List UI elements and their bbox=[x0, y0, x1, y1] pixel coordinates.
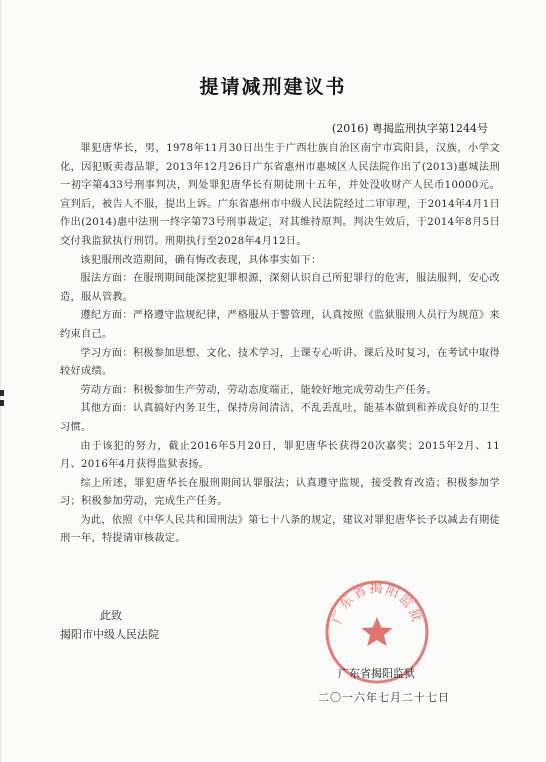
scan-mark bbox=[0, 390, 4, 396]
paragraph-labor: 劳动方面：积极参加生产劳动，劳动态度端正，能较好地完成劳动生产任务。 bbox=[80, 384, 437, 396]
paragraph-awards: 由于该犯的努力，截止2016年5月20日，罪犯唐华长获得20次嘉奖；2015年2月、11月、2016年4月获得监狱表扬。 bbox=[60, 440, 500, 471]
paragraph-summary: 综上所述，罪犯唐华长在服刑期间认罪服法；认真遵守监规，接受教育改造；积极参加学习；积极参加劳动，完成生产任务。 bbox=[60, 477, 500, 508]
document-body bbox=[60, 140, 500, 549]
scan-mark bbox=[0, 400, 4, 406]
paragraph-study: 学习方面：积极参加思想、文化、技术学习，上课专心听讲、课后及时复习，在考试中取得较好成绩。 bbox=[60, 347, 500, 378]
paragraph-discipline: 遵纪方面：严格遵守监规纪律，严格服从于警管理，认真按照《监狱服刑人员行为规范》来约束自己。 bbox=[60, 310, 500, 340]
paragraph-recommendation: 为此，依照《中华人民共和国刑法》第七十八条的规定，建议对罪犯唐华长予以减去有期徒刑一年，特提请审核裁定。 bbox=[60, 514, 500, 545]
issue-date: 二〇一六年七月二十七日 bbox=[318, 691, 450, 704]
paragraph-intro: 该犯服刑改造期间，确有悔改表现，具体事实如下： bbox=[80, 254, 322, 266]
document-number: (2016) 粤揭监刑执字第1244号 bbox=[331, 122, 488, 135]
salutation: 此致 bbox=[100, 609, 122, 622]
recipient: 揭阳市中级人民法院 bbox=[60, 628, 159, 641]
address-block bbox=[60, 606, 360, 644]
paragraph-law-abiding: 服法方面：在服刑期间能深挖犯罪根源，深刻认识自己所犯罪行的危害，服法服判，安心改造，服从管教。 bbox=[60, 273, 500, 303]
paragraph-other: 其他方面：认真搞好内务卫生，保持房间清洁，不乱丢乱吐，能基本做到和养成良好的卫生习惯。 bbox=[60, 403, 500, 433]
paragraph-case-facts: 罪犯唐华长，男，1978年11月30日出生于广西壮族自治区南宁市宾阳县，汉族，小学文化，因犯贩卖毒品罪，2013年12月26日广东省惠州市惠城区人民法院作出了(2013)惠城法刑一初字第433号刑事判决，判处罪犯唐华长有期徒刑十五年，并处没收财产人民币10000元。宣判后，被告人不服，提出上诉。广东省惠州市中级人民法院经过二审审理，于2014年4月1日作出(2014)惠中法刑一终字第73号刑事裁定，对其维持原判。判决生效后，于2014年8月5日交付我监狱执行刑罚。刑期执行至2028年4月12日。 bbox=[60, 143, 500, 247]
seal-star-icon bbox=[362, 617, 393, 646]
seal-text: 广东省揭阳监狱 bbox=[329, 581, 425, 626]
issuer: 广东省揭阳监狱 bbox=[338, 667, 415, 680]
document-title: 提请减刑建议书 bbox=[199, 76, 347, 98]
